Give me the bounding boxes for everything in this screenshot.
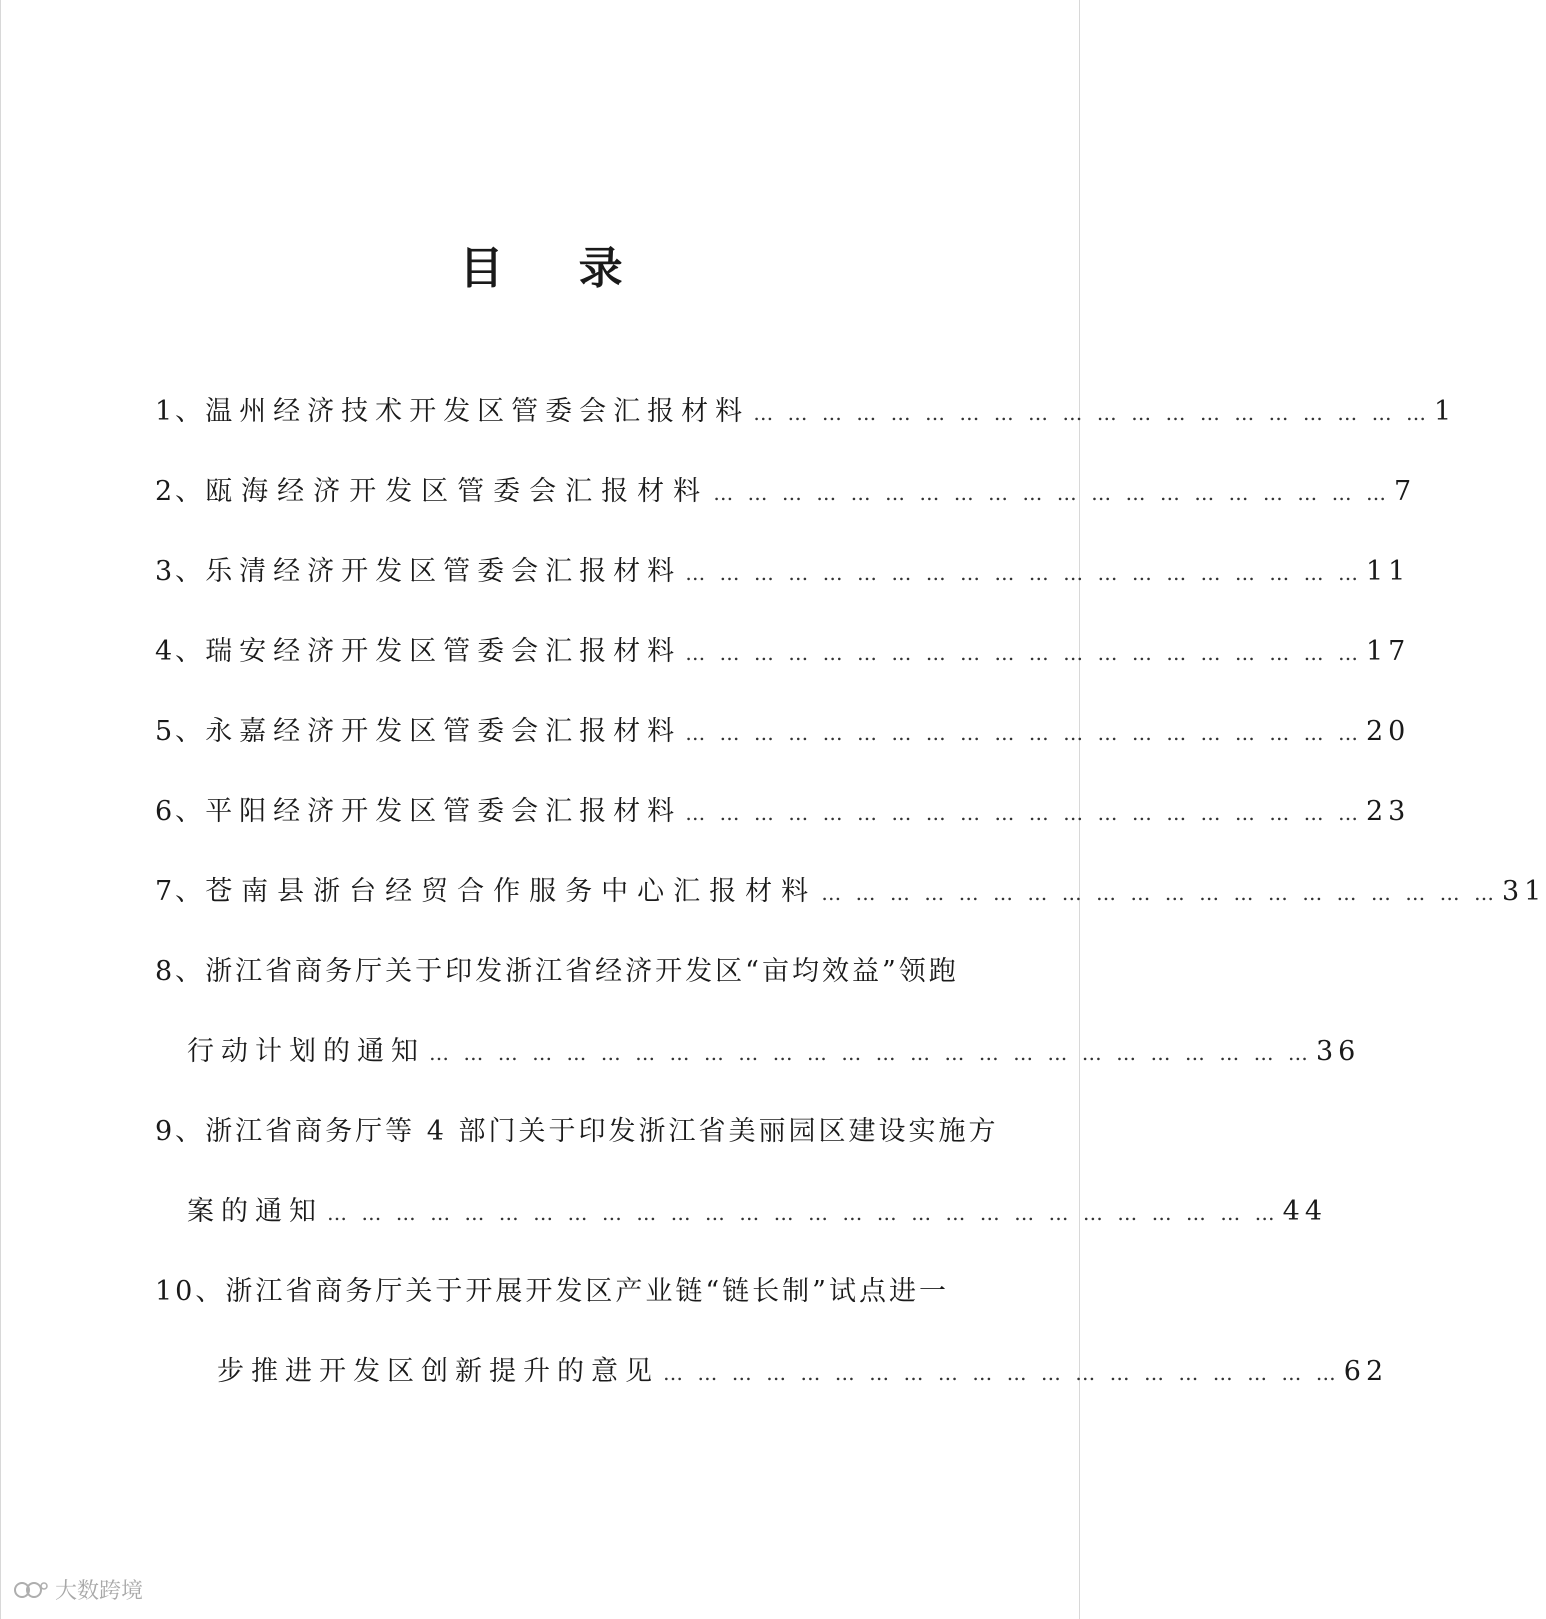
toc-entry-page: 1 [1433,396,1457,427]
watermark-text: 大数跨境 [55,1579,144,1604]
toc-entry-2[interactable] [155,452,1417,532]
toc-entry-number: 6、 [155,796,206,827]
toc-entry-6[interactable] [155,772,1411,852]
toc-entry-10[interactable] [155,1252,989,1332]
toc-entry-number: 4、 [155,636,206,667]
toc-entry-page: 31 [1501,876,1546,907]
toc-entry-text-line2: 案的通知 [187,1196,323,1227]
toc-entry-text-line2: 步推进开发区创新提升的意见 [217,1356,659,1387]
toc-entry-text: 平阳经济开发区管委会汇报材料 [205,796,682,827]
toc-entry-4[interactable] [155,612,1411,692]
toc-entry-text: 瑞安经济开发区管委会汇报材料 [205,636,682,667]
toc-entry-number: 5、 [155,716,206,747]
toc-entry-page: 23 [1365,796,1411,827]
toc-entry-text: 温州经济技术开发区管委会汇报材料 [205,396,750,427]
toc-entry-number: 7、 [155,876,206,907]
toc-entry-number: 8、 [155,956,206,987]
dot-leader: … … … … … … … … … … … … … … … … … … … … [663,1361,1340,1385]
toc-entry-text-line1: 浙江省商务厅关于印发浙江省经济开发区“亩均效益”领跑 [205,956,959,987]
toc-entry-text: 永嘉经济开发区管委会汇报材料 [205,716,682,747]
toc-entry-9-continuation[interactable] [155,1172,1328,1252]
toc-entry-page: 17 [1365,636,1411,667]
toc-entry-9[interactable] [155,1092,999,1172]
toc-entry-text: 乐清经济开发区管委会汇报材料 [205,556,682,587]
dot-leader: … … … … … … … … … … … … … … … … … … … … [685,641,1362,665]
toc-entry-text-line1: 浙江省商务厅等 4 部门关于印发浙江省美丽园区建设实施方 [205,1116,999,1147]
toc-entry-page: 62 [1343,1356,1389,1387]
toc-entry-number: 3、 [155,556,206,587]
toc-entry-8-continuation[interactable] [155,1012,1361,1092]
toc-entry-text-line1: 浙江省商务厅关于开展开发区产业链“链长制”试点进一 [225,1276,949,1307]
toc-entry-text: 苍南县浙台经贸合作服务中心汇报材料 [205,876,818,907]
dot-leader: … … … … … … … … … … … … … … … … … … … … … … … … … … … … [327,1201,1279,1225]
toc-entry-page: 20 [1365,716,1411,747]
dot-leader: … … … … … … … … … … … … … … … … … … … … [713,481,1390,505]
toc-entry-number: 2、 [155,476,206,507]
toc-entry-8[interactable] [155,932,989,1012]
dot-leader: … … … … … … … … … … … … … … … … … … … … [685,801,1362,825]
toc-entry-page: 11 [1365,556,1411,587]
toc-entry-page: 36 [1315,1036,1361,1067]
toc-entry-1[interactable] [155,372,1457,452]
toc-entry-3[interactable] [155,532,1411,612]
toc-entry-page: 44 [1282,1196,1328,1227]
toc-entry-number: 10、 [155,1276,226,1307]
page-title: 目 录 [459,243,653,294]
dot-leader: … … … … … … … … … … … … … … … … … … … … [685,721,1362,745]
watermark [13,1574,143,1605]
toc-entry-10-continuation[interactable] [155,1332,1389,1412]
toc-entry-7[interactable] [155,852,1546,932]
toc-entry-number: 9、 [155,1116,206,1147]
dot-leader: … … … … … … … … … … … … … … … … … … … … … … … … … … [429,1041,1312,1065]
dot-leader: … … … … … … … … … … … … … … … … … … … … [821,881,1498,905]
logo-icon [13,1578,49,1602]
dot-leader: … … … … … … … … … … … … … … … … … … … … [685,561,1362,585]
dot-leader: … … … … … … … … … … … … … … … … … … … … [753,401,1430,425]
toc-entry-page: 7 [1393,476,1417,507]
toc-entry-5[interactable] [155,692,1411,772]
toc-entry-text: 瓯海经济开发区管委会汇报材料 [205,476,710,507]
table-of-contents [155,372,1546,1412]
toc-entry-text-line2: 行动计划的通知 [187,1036,425,1067]
toc-entry-number: 1、 [155,396,206,427]
